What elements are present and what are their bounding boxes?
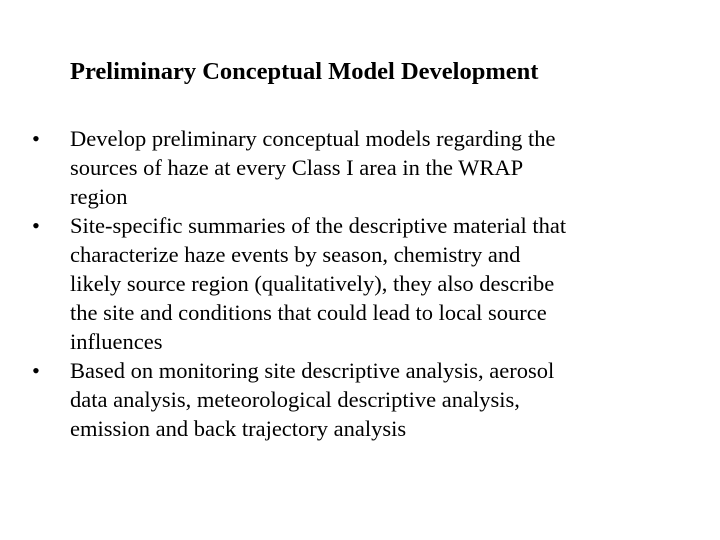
slide-title: Preliminary Conceptual Model Development (70, 58, 539, 85)
bullet-text (70, 124, 698, 211)
bullet-item-1 (28, 124, 698, 211)
bullet-line: the site and conditions that could lead to local source (70, 300, 547, 325)
bullet-list (28, 124, 698, 443)
bullet-line: sources of haze at every Class I area in the WRAP (70, 155, 524, 180)
bullet-line: Develop preliminary conceptual models regarding the (70, 126, 556, 151)
bullet-line: Based on monitoring site descriptive analysis, aerosol (70, 358, 555, 383)
bullet-text (70, 356, 698, 443)
bullet-line: influences (70, 329, 163, 354)
bullet-line: data analysis, meteorological descriptive analysis, (70, 387, 520, 412)
bullet-item-2 (28, 211, 698, 356)
bullet-icon: • (32, 126, 40, 151)
bullet-line: likely source region (qualitatively), they also describe (70, 271, 555, 296)
bullet-item-3 (28, 356, 698, 443)
bullet-text (70, 211, 698, 356)
bullet-icon: • (32, 213, 40, 238)
bullet-icon: • (32, 358, 40, 383)
bullet-line: emission and back trajectory analysis (70, 416, 407, 441)
bullet-line: characterize haze events by season, chemistry and (70, 242, 521, 267)
bullet-line: Site-specific summaries of the descriptive material that (70, 213, 567, 238)
bullet-line: region (70, 184, 128, 209)
